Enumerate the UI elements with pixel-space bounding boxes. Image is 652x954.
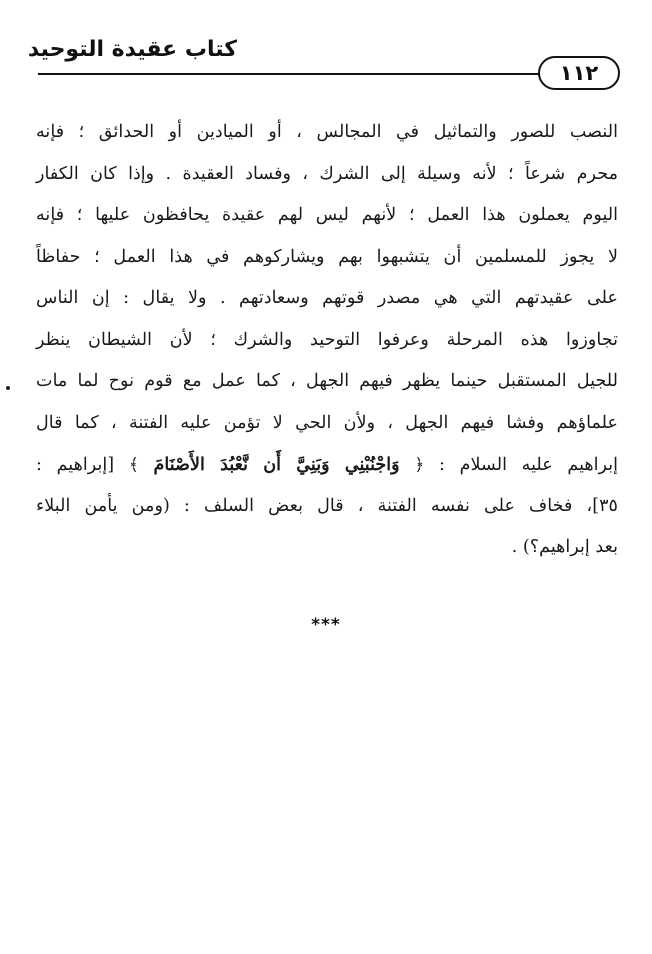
- quote-intro: إبراهيم عليه السلام :: [439, 455, 619, 475]
- quran-open-bracket: ﴿: [414, 455, 425, 475]
- text-line: النصب للصور والتماثيل في المجالس ، أو الميادين أو الحدائق ؛ فإنه: [36, 122, 618, 142]
- section-separator: ***: [311, 615, 341, 635]
- page-number: ١١٢: [538, 56, 620, 90]
- text-line: محرم شرعاً ؛ لأنه وسيلة إلى الشرك ، وفساد العقيدة . وإذا كان الكفار: [36, 163, 618, 184]
- quran-verse: وَاجْنُبْنِي وَبَنِيَّ أَن نَّعْبُدَ الأَصْنَامَ: [153, 454, 400, 475]
- page-header: [28, 34, 632, 98]
- text-line: علماؤهم وفشا فيهم الجهل ، ولأن الحي لا تؤمن عليه الفتنة ، كما قال: [36, 412, 618, 433]
- text-line: لا يجوز للمسلمين أن يتشبهوا بهم ويشاركوهم في هذا العمل ؛ حفاظاً: [36, 246, 618, 267]
- header-rule: [38, 73, 540, 75]
- body-text: [36, 112, 618, 569]
- book-title: كتاب عقيدة التوحيد: [27, 37, 237, 62]
- text-line: بعد إبراهيم؟) .: [511, 537, 618, 557]
- text-line: اليوم يعملون هذا العمل ؛ لأنهم ليس لهم عقيدة يحافظون عليها ؛ فإنه: [36, 205, 618, 225]
- text-line: تجاوزوا هذه المرحلة وعرفوا التوحيد والشرك ؛ لأن الشيطان ينظر: [36, 329, 618, 350]
- text-line: ٣٥]، فخاف على نفسه الفتنة ، قال بعض السلف : (ومن يأمن البلاء: [36, 495, 618, 516]
- verse-reference: [إبراهيم :: [36, 455, 115, 475]
- quran-close-bracket: ﴾: [128, 455, 139, 475]
- text-line: على عقيدتهم التي هي مصدر قوتهم وسعادتهم . ولا يقال : إن الناس: [36, 288, 618, 308]
- margin-mark: [6, 386, 10, 390]
- quran-quote-line: [36, 444, 618, 486]
- text-line: للجيل المستقبل حينما يظهر فيهم الجهل ، كما عمل مع قوم نوح لما مات: [36, 371, 618, 391]
